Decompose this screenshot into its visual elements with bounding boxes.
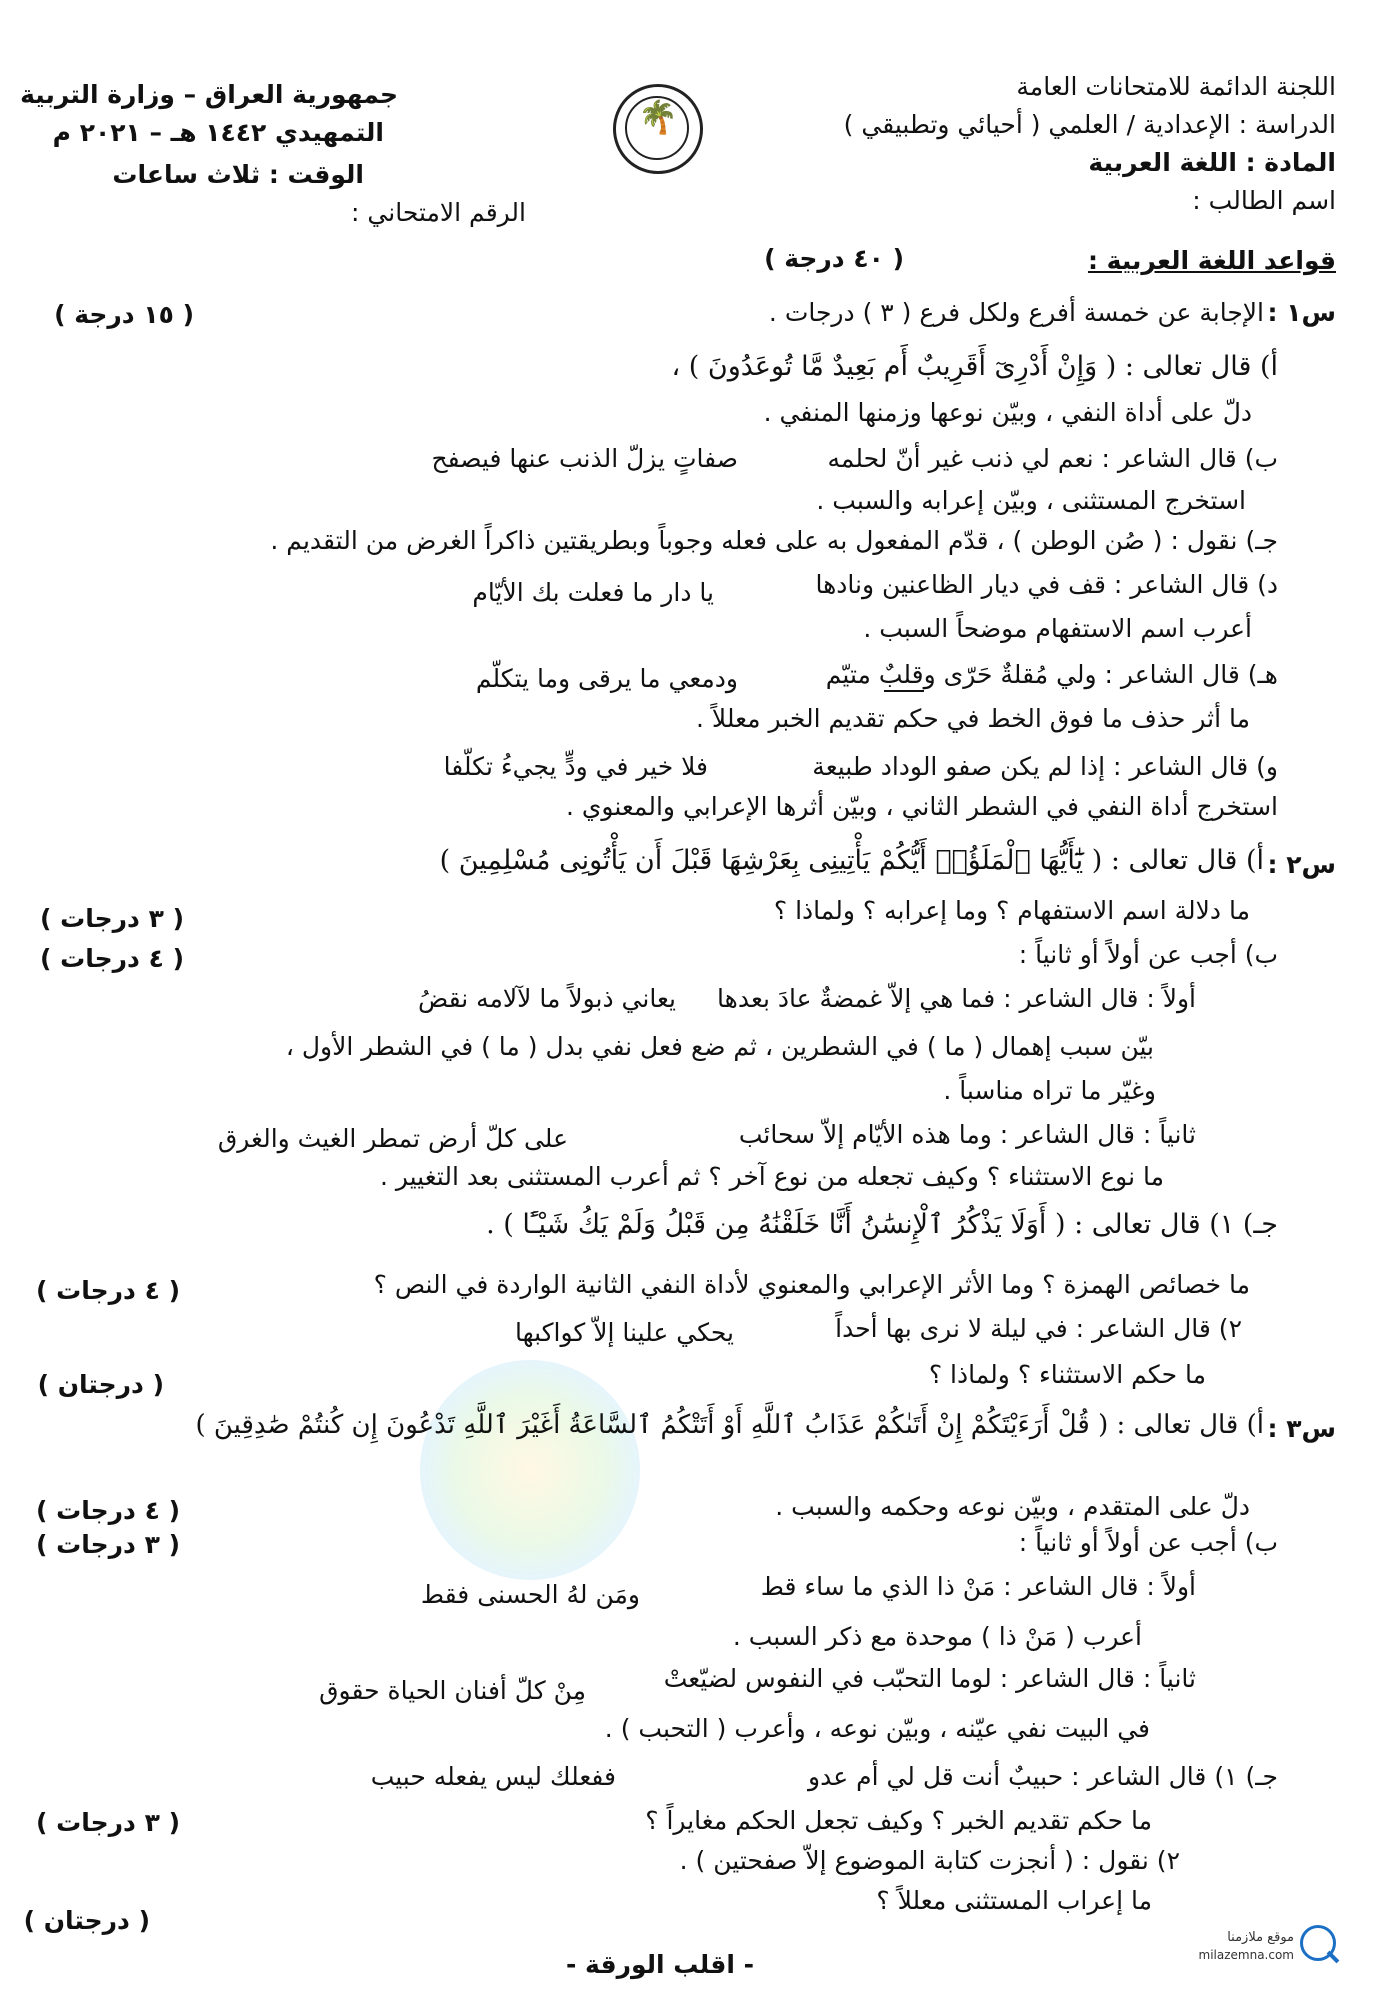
q2-b-first-question: بيّن سبب إهمال ( ما ) في الشطرين ، ثم ضع فعل نفي بدل ( ما ) في الشطر الأول ، bbox=[285, 1032, 1154, 1061]
q1-b-question: استخرج المستثنى ، وبيّن إعرابه والسبب . bbox=[816, 486, 1246, 515]
q1-f-verse-first: و) قال الشاعر : إذا لم يكن صفو الوداد طبيعة bbox=[812, 752, 1278, 781]
q1-a-question: دلّ على أداة النفي ، وبيّن نوعها وزمنها المنفي . bbox=[763, 398, 1252, 427]
q2-b-intro: ب) أجب عن أولاً أو ثانياً : bbox=[1018, 940, 1278, 969]
q3-c2-question: ما إعراب المستثنى معللاً ؟ bbox=[876, 1886, 1152, 1915]
q2-c2-verse-second: يحكي علينا إلاّ كواكبها bbox=[514, 1318, 734, 1347]
palm-tree-icon: 🌴 bbox=[638, 98, 678, 136]
q1-e-verse-second: ودمعي ما يرقى وما يتكلّم bbox=[475, 664, 738, 693]
q1-label: س١ : bbox=[1267, 298, 1336, 327]
q2-c-question: ما خصائص الهمزة ؟ وما الأثر الإعرابي والمعنوي لأداة النفي الثانية الواردة في النص ؟ bbox=[373, 1270, 1250, 1299]
q1-d-verse-second: يا دار ما فعلت بك الأيّام bbox=[472, 578, 714, 607]
q3-b-second-question: في البيت نفي عيّنه ، وبيّن نوعه ، وأعرب ( التحبب ) . bbox=[604, 1714, 1150, 1743]
q3-a-verse: أ) قال تعالى : ( قُلْ أَرَءَيْتَكُمْ إِنْ أَتَىٰكُمْ عَذَابُ ٱللَّهِ أَوْ أَتَتْكُمُ ٱلسَّاعَةُ أَغَيْرَ ٱللَّهِ تَدْعُونَ إِن كُنتُمْ صَٰدِقِينَ ) bbox=[195, 1410, 1264, 1440]
q3-c-marks: ( ٣ درجات ) bbox=[36, 1808, 180, 1837]
exam-time: الوقت : ثلاث ساعات bbox=[112, 160, 364, 189]
q3-c-question: ما حكم تقديم الخبر ؟ وكيف تجعل الحكم مغايراً ؟ bbox=[645, 1806, 1152, 1835]
q3-c-verse-second: ففعلك ليس يفعله حبيب bbox=[370, 1762, 616, 1791]
student-name-label: اسم الطالب : bbox=[1192, 186, 1336, 215]
study-line: الدراسة : الإعدادية / العلمي ( أحيائي وتطبيقي ) bbox=[843, 110, 1336, 139]
q1-a-verse: أ) قال تعالى : ( وَإِنْ أَدْرِىٓ أَقَرِيبٌ أَم بَعِيدٌ مَّا تُوعَدُونَ ) ، bbox=[671, 351, 1278, 382]
exam-number-label: الرقم الامتحاني : bbox=[351, 198, 526, 227]
committee-name: اللجنة الدائمة للامتحانات العامة bbox=[1016, 72, 1336, 101]
q1-e-verse-first: هـ) قال الشاعر : ولي مُقلةٌ حَرّى وقلبٌ متيّم bbox=[825, 660, 1278, 689]
q2-a-marks: ( ٣ درجات ) bbox=[40, 904, 184, 933]
q2-c-verse: جـ) ١) قال تعالى : ( أَوَلَا يَذْكُرُ ٱلْإِنسَٰنُ أَنَّا خَلَقْنَٰهُ مِن قَبْلُ وَلَمْ يَكُ شَيْـًٔا ) . bbox=[486, 1209, 1278, 1240]
exam-session: التمهيدي ١٤٤٢ هـ – ٢٠٢١ م bbox=[52, 118, 384, 147]
q2-c2-verse-first: ٢) قال الشاعر : في ليلة لا نرى بها أحداً bbox=[835, 1314, 1242, 1343]
q3-b-first-question: أعرب ( مَنْ ذا ) موحدة مع ذكر السبب . bbox=[732, 1622, 1142, 1651]
q3-c-verse-first: جـ) ١) قال الشاعر : حبيبٌ أنت قل لي أم عدو bbox=[808, 1762, 1278, 1791]
site-logo-name: موقع ملازمنا bbox=[1227, 1930, 1294, 1945]
q2-b-first-question-cont: وغيّر ما تراه مناسباً . bbox=[943, 1076, 1156, 1105]
section-title: قواعد اللغة العربية : bbox=[1087, 246, 1336, 275]
section-marks: ( ٤٠ درجة ) bbox=[764, 244, 904, 273]
ministry-seal bbox=[613, 84, 703, 174]
q2-b-first-verse-second: يعاني ذبولاً ما لآلامه نقضُ bbox=[417, 984, 676, 1013]
q3-b-first-verse-second: ومَن لهُ الحسنى فقط bbox=[420, 1580, 640, 1609]
q1-e-question: ما أثر حذف ما فوق الخط في حكم تقديم الخبر معللاً . bbox=[696, 704, 1250, 733]
q1-marks: ( ١٥ درجة ) bbox=[54, 300, 194, 329]
q3-b-first-verse-first: أولاً : قال الشاعر : مَنْ ذا الذي ما ساء قط bbox=[760, 1572, 1196, 1601]
q3-c2-statement: ٢) نقول : ( أنجزت كتابة الموضوع إلاّ صفحتين ) . bbox=[679, 1846, 1180, 1875]
page-footer: - اقلب الورقة - bbox=[565, 1950, 754, 1979]
q2-b-first-verse-first: أولاً : قال الشاعر : فما هي إلاّ غمضةٌ عادَ بعدها bbox=[717, 984, 1196, 1013]
country-ministry: جمهورية العراق – وزارة التربية bbox=[20, 80, 398, 109]
q1-b-verse-second: صفاتٍ يزلّ الذنب عنها فيصفح bbox=[431, 444, 738, 473]
q2-b-second-question: ما نوع الاستثناء ؟ وكيف تجعله من نوع آخر ؟ ثم أعرب المستثنى بعد التغيير . bbox=[379, 1162, 1164, 1191]
q1-b-verse-first: ب) قال الشاعر : نعم لي ذنب غير أنّ لحلمه bbox=[827, 444, 1278, 473]
subject-line: المادة : اللغة العربية bbox=[1088, 148, 1336, 177]
q1-f-question: استخرج أداة النفي في الشطر الثاني ، وبيّن أثرها الإعرابي والمعنوي . bbox=[565, 792, 1278, 821]
q2-b-second-verse-second: على كلّ أرض تمطر الغيث والغرق bbox=[217, 1124, 568, 1153]
q1-e-underline bbox=[884, 690, 924, 692]
q2-c2-marks: ( درجتان ) bbox=[37, 1370, 164, 1399]
q3-a-question: دلّ على المتقدم ، وبيّن نوعه وحكمه والسبب . bbox=[775, 1492, 1250, 1521]
q3-b-second-verse-second: مِنْ كلّ أفنان الحياة حقوق bbox=[319, 1676, 586, 1705]
q2-a-verse: أ) قال تعالى : ( يَٰٓأَيُّهَا ٱلْمَلَؤُا۟ أَيُّكُمْ يَأْتِينِى بِعَرْشِهَا قَبْلَ أَن يَأْتُونِى مُسْلِمِينَ ) bbox=[439, 845, 1264, 876]
watermark-logo bbox=[420, 1360, 640, 1580]
q1-d-question: أعرب اسم الاستفهام موضحاً السبب . bbox=[863, 614, 1252, 643]
q2-a-question: ما دلالة اسم الاستفهام ؟ وما إعرابه ؟ ولماذا ؟ bbox=[773, 896, 1250, 925]
magnifier-logo-icon bbox=[1300, 1925, 1336, 1961]
site-logo-url: milazemna.com bbox=[1198, 1948, 1294, 1962]
q2-c2-question: ما حكم الاستثناء ؟ ولماذا ؟ bbox=[928, 1360, 1206, 1389]
q1-intro: الإجابة عن خمسة أفرع ولكل فرع ( ٣ ) درجات . bbox=[768, 298, 1264, 327]
q2-c-marks: ( ٤ درجات ) bbox=[36, 1276, 180, 1305]
q1-f-verse-second: فلا خير في ودٍّ يجيءُ تكلّفا bbox=[443, 752, 708, 781]
q1-d-verse-first: د) قال الشاعر : قف في ديار الظاعنين ونادها bbox=[815, 570, 1278, 599]
q3-a-marks: ( ٤ درجات ) bbox=[36, 1496, 180, 1525]
q3-b-marks: ( ٣ درجات ) bbox=[36, 1530, 180, 1559]
q3-c2-marks: ( درجتان ) bbox=[23, 1906, 150, 1935]
q2-b-second-verse-first: ثانياً : قال الشاعر : وما هذه الأيّام إلاّ سحائب bbox=[738, 1120, 1196, 1149]
q3-b-intro: ب) أجب عن أولاً أو ثانياً : bbox=[1018, 1528, 1278, 1557]
q1-c-question: جـ) نقول : ( صُن الوطن ) ، قدّم المفعول به على فعله وجوباً وبطريقتين ذاكراً الغرض من التقديم . bbox=[270, 526, 1278, 555]
q2-label: س٢ : bbox=[1267, 850, 1336, 879]
q3-b-second-verse-first: ثانياً : قال الشاعر : لوما التحبّب في النفوس لضيّعتْ bbox=[663, 1664, 1196, 1693]
q3-label: س٣ : bbox=[1267, 1414, 1336, 1443]
q2-b-marks: ( ٤ درجات ) bbox=[40, 944, 184, 973]
